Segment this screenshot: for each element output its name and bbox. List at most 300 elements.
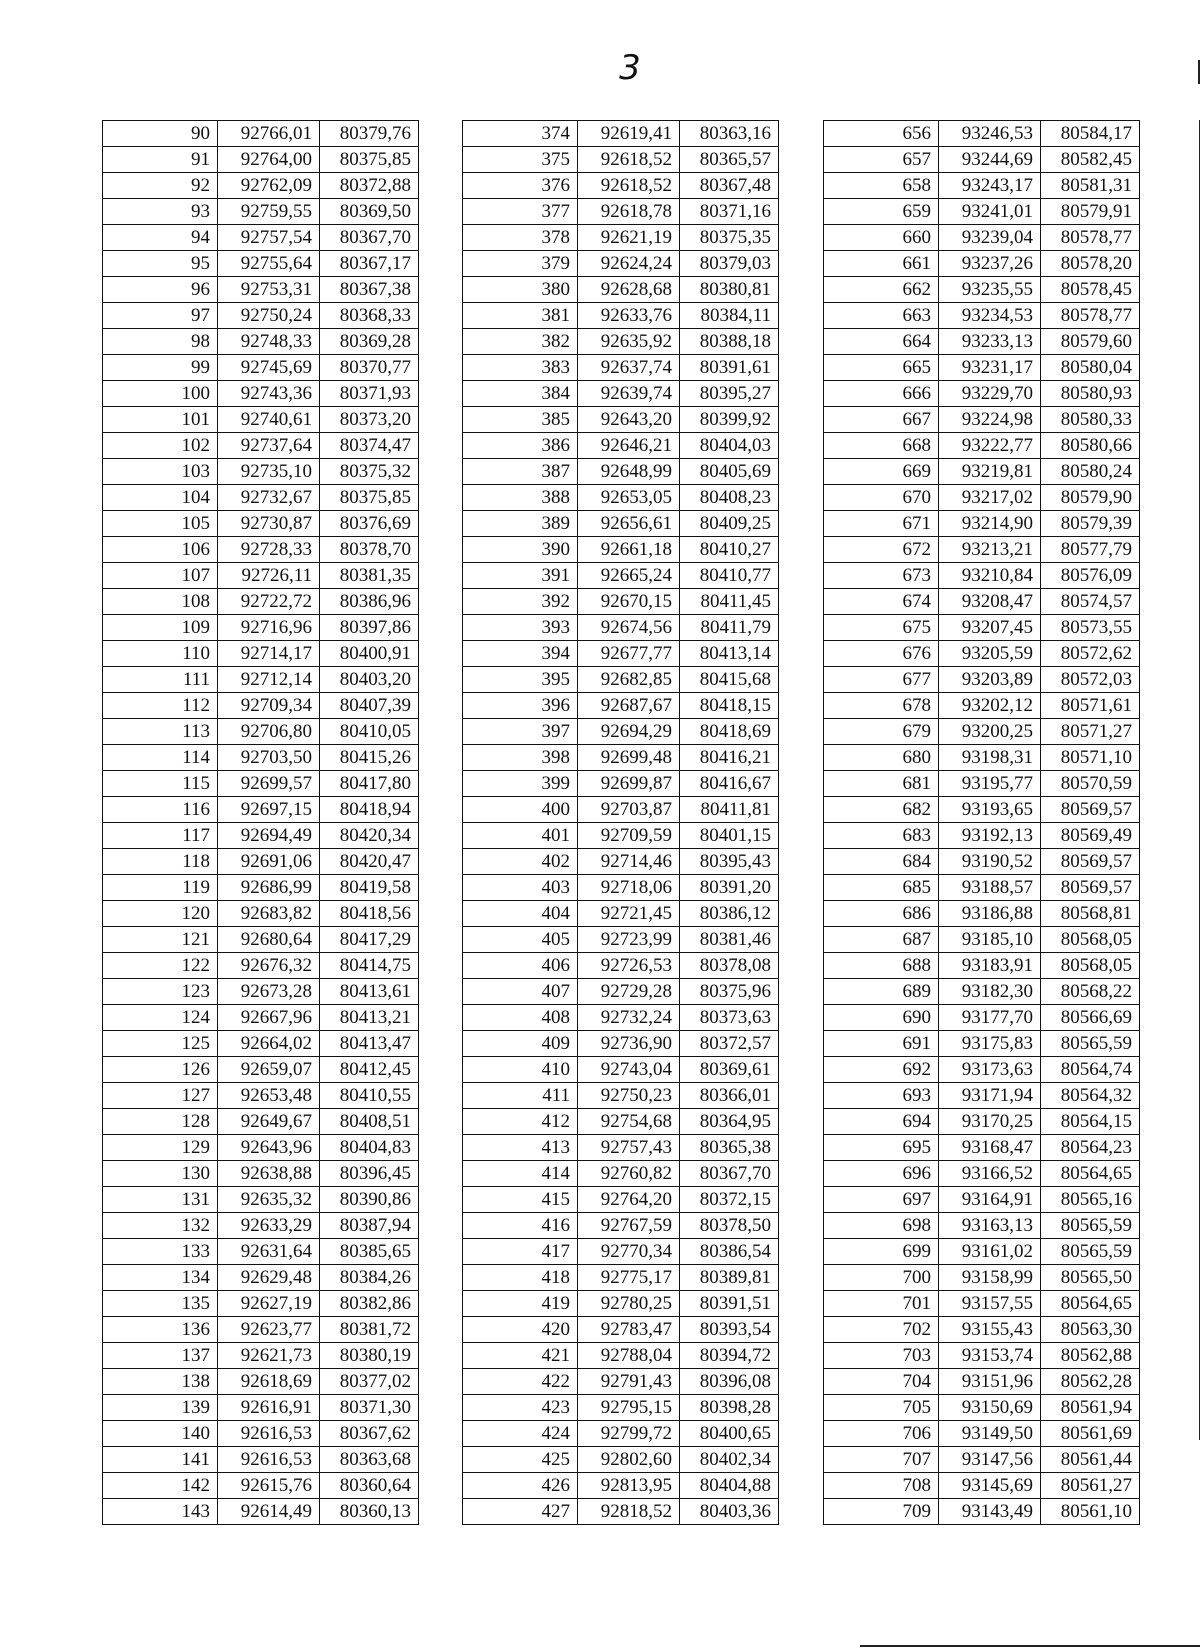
x-coordinate-cell: 93233,13 bbox=[939, 329, 1041, 355]
table-row bbox=[824, 329, 1140, 355]
table-row bbox=[103, 797, 419, 823]
point-number-cell: 374 bbox=[463, 121, 578, 147]
x-coordinate-cell: 92714,46 bbox=[578, 849, 680, 875]
x-coordinate-cell: 92726,53 bbox=[578, 953, 680, 979]
y-coordinate-cell: 80400,91 bbox=[320, 641, 419, 667]
point-number-cell: 699 bbox=[824, 1239, 939, 1265]
point-number-cell: 401 bbox=[463, 823, 578, 849]
x-coordinate-cell: 92674,56 bbox=[578, 615, 680, 641]
table-row bbox=[103, 1213, 419, 1239]
x-coordinate-cell: 92783,47 bbox=[578, 1317, 680, 1343]
y-coordinate-cell: 80565,59 bbox=[1041, 1239, 1140, 1265]
x-coordinate-cell: 93203,89 bbox=[939, 667, 1041, 693]
table-row bbox=[824, 459, 1140, 485]
x-coordinate-cell: 93202,12 bbox=[939, 693, 1041, 719]
point-number-cell: 658 bbox=[824, 173, 939, 199]
x-coordinate-cell: 93151,96 bbox=[939, 1369, 1041, 1395]
y-coordinate-cell: 80398,28 bbox=[680, 1395, 779, 1421]
table-row bbox=[463, 1395, 779, 1421]
y-coordinate-cell: 80571,10 bbox=[1041, 745, 1140, 771]
x-coordinate-cell: 92721,45 bbox=[578, 901, 680, 927]
point-number-cell: 137 bbox=[103, 1343, 218, 1369]
x-coordinate-cell: 93164,91 bbox=[939, 1187, 1041, 1213]
table-row bbox=[463, 303, 779, 329]
y-coordinate-cell: 80386,12 bbox=[680, 901, 779, 927]
x-coordinate-cell: 92743,04 bbox=[578, 1057, 680, 1083]
table-row bbox=[824, 1187, 1140, 1213]
y-coordinate-cell: 80381,46 bbox=[680, 927, 779, 953]
x-coordinate-cell: 92667,96 bbox=[218, 1005, 320, 1031]
y-coordinate-cell: 80411,45 bbox=[680, 589, 779, 615]
x-coordinate-cell: 93150,69 bbox=[939, 1395, 1041, 1421]
y-coordinate-cell: 80580,24 bbox=[1041, 459, 1140, 485]
x-coordinate-cell: 93193,65 bbox=[939, 797, 1041, 823]
table-row bbox=[463, 1239, 779, 1265]
point-number-cell: 692 bbox=[824, 1057, 939, 1083]
table-row bbox=[103, 771, 419, 797]
point-number-cell: 411 bbox=[463, 1083, 578, 1109]
table-row bbox=[463, 927, 779, 953]
point-number-cell: 418 bbox=[463, 1265, 578, 1291]
table-row bbox=[463, 199, 779, 225]
table-row bbox=[824, 1057, 1140, 1083]
table-row bbox=[103, 1161, 419, 1187]
table-row bbox=[463, 1291, 779, 1317]
x-coordinate-cell: 93213,21 bbox=[939, 537, 1041, 563]
y-coordinate-cell: 80408,51 bbox=[320, 1109, 419, 1135]
table-row bbox=[463, 459, 779, 485]
point-number-cell: 93 bbox=[103, 199, 218, 225]
y-coordinate-cell: 80410,55 bbox=[320, 1083, 419, 1109]
y-coordinate-cell: 80564,23 bbox=[1041, 1135, 1140, 1161]
point-number-cell: 384 bbox=[463, 381, 578, 407]
point-number-cell: 705 bbox=[824, 1395, 939, 1421]
coordinate-table-1 bbox=[102, 120, 419, 1525]
y-coordinate-cell: 80413,14 bbox=[680, 641, 779, 667]
table-row bbox=[824, 1343, 1140, 1369]
table-row bbox=[463, 433, 779, 459]
point-number-cell: 680 bbox=[824, 745, 939, 771]
point-number-cell: 124 bbox=[103, 1005, 218, 1031]
x-coordinate-cell: 93170,25 bbox=[939, 1109, 1041, 1135]
point-number-cell: 709 bbox=[824, 1499, 939, 1525]
x-coordinate-cell: 92750,23 bbox=[578, 1083, 680, 1109]
y-coordinate-cell: 80565,59 bbox=[1041, 1213, 1140, 1239]
x-coordinate-cell: 93175,83 bbox=[939, 1031, 1041, 1057]
y-coordinate-cell: 80415,26 bbox=[320, 745, 419, 771]
table-row bbox=[463, 563, 779, 589]
point-number-cell: 90 bbox=[103, 121, 218, 147]
table-row bbox=[824, 615, 1140, 641]
table-row bbox=[824, 355, 1140, 381]
point-number-cell: 376 bbox=[463, 173, 578, 199]
y-coordinate-cell: 80565,59 bbox=[1041, 1031, 1140, 1057]
y-coordinate-cell: 80386,54 bbox=[680, 1239, 779, 1265]
x-coordinate-cell: 93149,50 bbox=[939, 1421, 1041, 1447]
point-number-cell: 661 bbox=[824, 251, 939, 277]
y-coordinate-cell: 80412,45 bbox=[320, 1057, 419, 1083]
table-row bbox=[824, 719, 1140, 745]
y-coordinate-cell: 80371,30 bbox=[320, 1395, 419, 1421]
y-coordinate-cell: 80581,31 bbox=[1041, 173, 1140, 199]
x-coordinate-cell: 92745,69 bbox=[218, 355, 320, 381]
point-number-cell: 120 bbox=[103, 901, 218, 927]
table-row bbox=[824, 1447, 1140, 1473]
table-row bbox=[824, 849, 1140, 875]
y-coordinate-cell: 80418,69 bbox=[680, 719, 779, 745]
y-coordinate-cell: 80562,88 bbox=[1041, 1343, 1140, 1369]
y-coordinate-cell: 80569,49 bbox=[1041, 823, 1140, 849]
y-coordinate-cell: 80414,75 bbox=[320, 953, 419, 979]
x-coordinate-cell: 92624,24 bbox=[578, 251, 680, 277]
y-coordinate-cell: 80419,58 bbox=[320, 875, 419, 901]
y-coordinate-cell: 80378,08 bbox=[680, 953, 779, 979]
table-row bbox=[103, 407, 419, 433]
table-row bbox=[463, 485, 779, 511]
table-row bbox=[103, 355, 419, 381]
x-coordinate-cell: 92743,36 bbox=[218, 381, 320, 407]
y-coordinate-cell: 80578,77 bbox=[1041, 225, 1140, 251]
y-coordinate-cell: 80415,68 bbox=[680, 667, 779, 693]
table-row bbox=[824, 1083, 1140, 1109]
y-coordinate-cell: 80390,86 bbox=[320, 1187, 419, 1213]
point-number-cell: 408 bbox=[463, 1005, 578, 1031]
point-number-cell: 701 bbox=[824, 1291, 939, 1317]
y-coordinate-cell: 80561,27 bbox=[1041, 1473, 1140, 1499]
y-coordinate-cell: 80577,79 bbox=[1041, 537, 1140, 563]
y-coordinate-cell: 80364,95 bbox=[680, 1109, 779, 1135]
table-row bbox=[824, 1109, 1140, 1135]
table-row bbox=[463, 901, 779, 927]
point-number-cell: 668 bbox=[824, 433, 939, 459]
table-row bbox=[824, 1161, 1140, 1187]
y-coordinate-cell: 80416,67 bbox=[680, 771, 779, 797]
point-number-cell: 665 bbox=[824, 355, 939, 381]
x-coordinate-cell: 92750,24 bbox=[218, 303, 320, 329]
table-row bbox=[463, 589, 779, 615]
x-coordinate-cell: 92646,21 bbox=[578, 433, 680, 459]
y-coordinate-cell: 80375,85 bbox=[320, 485, 419, 511]
x-coordinate-cell: 93177,70 bbox=[939, 1005, 1041, 1031]
x-coordinate-cell: 93188,57 bbox=[939, 875, 1041, 901]
y-coordinate-cell: 80573,55 bbox=[1041, 615, 1140, 641]
point-number-cell: 707 bbox=[824, 1447, 939, 1473]
point-number-cell: 106 bbox=[103, 537, 218, 563]
y-coordinate-cell: 80378,50 bbox=[680, 1213, 779, 1239]
point-number-cell: 382 bbox=[463, 329, 578, 355]
table-row bbox=[103, 251, 419, 277]
x-coordinate-cell: 92631,64 bbox=[218, 1239, 320, 1265]
x-coordinate-cell: 93217,02 bbox=[939, 485, 1041, 511]
x-coordinate-cell: 93158,99 bbox=[939, 1265, 1041, 1291]
y-coordinate-cell: 80370,77 bbox=[320, 355, 419, 381]
x-coordinate-cell: 93237,26 bbox=[939, 251, 1041, 277]
point-number-cell: 671 bbox=[824, 511, 939, 537]
table-row bbox=[103, 277, 419, 303]
x-coordinate-cell: 92764,20 bbox=[578, 1187, 680, 1213]
x-coordinate-cell: 92659,07 bbox=[218, 1057, 320, 1083]
x-coordinate-cell: 92762,09 bbox=[218, 173, 320, 199]
table-row bbox=[463, 147, 779, 173]
x-coordinate-cell: 92664,02 bbox=[218, 1031, 320, 1057]
y-coordinate-cell: 80564,32 bbox=[1041, 1083, 1140, 1109]
table-row bbox=[463, 1109, 779, 1135]
point-number-cell: 397 bbox=[463, 719, 578, 745]
x-coordinate-cell: 92813,95 bbox=[578, 1473, 680, 1499]
point-number-cell: 427 bbox=[463, 1499, 578, 1525]
y-coordinate-cell: 80367,70 bbox=[320, 225, 419, 251]
point-number-cell: 138 bbox=[103, 1369, 218, 1395]
y-coordinate-cell: 80378,70 bbox=[320, 537, 419, 563]
point-number-cell: 398 bbox=[463, 745, 578, 771]
x-coordinate-cell: 92718,06 bbox=[578, 875, 680, 901]
table-row bbox=[824, 1317, 1140, 1343]
table-row bbox=[463, 953, 779, 979]
x-coordinate-cell: 93246,53 bbox=[939, 121, 1041, 147]
point-number-cell: 112 bbox=[103, 693, 218, 719]
table-row bbox=[103, 1473, 419, 1499]
point-number-cell: 404 bbox=[463, 901, 578, 927]
point-number-cell: 689 bbox=[824, 979, 939, 1005]
y-coordinate-cell: 80385,65 bbox=[320, 1239, 419, 1265]
table-row bbox=[824, 693, 1140, 719]
x-coordinate-cell: 92699,57 bbox=[218, 771, 320, 797]
y-coordinate-cell: 80375,85 bbox=[320, 147, 419, 173]
point-number-cell: 117 bbox=[103, 823, 218, 849]
x-coordinate-cell: 92616,91 bbox=[218, 1395, 320, 1421]
x-coordinate-cell: 93234,53 bbox=[939, 303, 1041, 329]
table-row bbox=[103, 1135, 419, 1161]
y-coordinate-cell: 80418,15 bbox=[680, 693, 779, 719]
table-row bbox=[824, 1421, 1140, 1447]
y-coordinate-cell: 80379,76 bbox=[320, 121, 419, 147]
x-coordinate-cell: 92621,19 bbox=[578, 225, 680, 251]
point-number-cell: 388 bbox=[463, 485, 578, 511]
table-row bbox=[463, 745, 779, 771]
y-coordinate-cell: 80413,21 bbox=[320, 1005, 419, 1031]
y-coordinate-cell: 80375,32 bbox=[320, 459, 419, 485]
point-number-cell: 142 bbox=[103, 1473, 218, 1499]
point-number-cell: 134 bbox=[103, 1265, 218, 1291]
x-coordinate-cell: 93190,52 bbox=[939, 849, 1041, 875]
x-coordinate-cell: 93241,01 bbox=[939, 199, 1041, 225]
y-coordinate-cell: 80369,50 bbox=[320, 199, 419, 225]
x-coordinate-cell: 92699,48 bbox=[578, 745, 680, 771]
y-coordinate-cell: 80381,35 bbox=[320, 563, 419, 589]
x-coordinate-cell: 93163,13 bbox=[939, 1213, 1041, 1239]
point-number-cell: 421 bbox=[463, 1343, 578, 1369]
x-coordinate-cell: 93207,45 bbox=[939, 615, 1041, 641]
point-number-cell: 690 bbox=[824, 1005, 939, 1031]
x-coordinate-cell: 93195,77 bbox=[939, 771, 1041, 797]
point-number-cell: 702 bbox=[824, 1317, 939, 1343]
x-coordinate-cell: 93143,49 bbox=[939, 1499, 1041, 1525]
point-number-cell: 697 bbox=[824, 1187, 939, 1213]
point-number-cell: 385 bbox=[463, 407, 578, 433]
table-row bbox=[103, 1265, 419, 1291]
table-row bbox=[103, 433, 419, 459]
y-coordinate-cell: 80578,77 bbox=[1041, 303, 1140, 329]
x-coordinate-cell: 92618,78 bbox=[578, 199, 680, 225]
point-number-cell: 657 bbox=[824, 147, 939, 173]
x-coordinate-cell: 92732,67 bbox=[218, 485, 320, 511]
x-coordinate-cell: 93214,90 bbox=[939, 511, 1041, 537]
x-coordinate-cell: 92638,88 bbox=[218, 1161, 320, 1187]
x-coordinate-cell: 92615,76 bbox=[218, 1473, 320, 1499]
point-number-cell: 399 bbox=[463, 771, 578, 797]
table-row bbox=[463, 407, 779, 433]
y-coordinate-cell: 80564,15 bbox=[1041, 1109, 1140, 1135]
y-coordinate-cell: 80574,57 bbox=[1041, 589, 1140, 615]
y-coordinate-cell: 80571,61 bbox=[1041, 693, 1140, 719]
y-coordinate-cell: 80582,45 bbox=[1041, 147, 1140, 173]
y-coordinate-cell: 80396,08 bbox=[680, 1369, 779, 1395]
y-coordinate-cell: 80566,69 bbox=[1041, 1005, 1140, 1031]
point-number-cell: 99 bbox=[103, 355, 218, 381]
x-coordinate-cell: 92694,29 bbox=[578, 719, 680, 745]
x-coordinate-cell: 93244,69 bbox=[939, 147, 1041, 173]
point-number-cell: 393 bbox=[463, 615, 578, 641]
x-coordinate-cell: 92730,87 bbox=[218, 511, 320, 537]
table-row bbox=[463, 355, 779, 381]
x-coordinate-cell: 92661,18 bbox=[578, 537, 680, 563]
table-row bbox=[103, 1343, 419, 1369]
point-number-cell: 412 bbox=[463, 1109, 578, 1135]
point-number-cell: 118 bbox=[103, 849, 218, 875]
y-coordinate-cell: 80384,26 bbox=[320, 1265, 419, 1291]
table-row bbox=[463, 121, 779, 147]
y-coordinate-cell: 80572,62 bbox=[1041, 641, 1140, 667]
point-number-cell: 108 bbox=[103, 589, 218, 615]
y-coordinate-cell: 80569,57 bbox=[1041, 849, 1140, 875]
point-number-cell: 425 bbox=[463, 1447, 578, 1473]
x-coordinate-cell: 92635,92 bbox=[578, 329, 680, 355]
x-coordinate-cell: 92755,64 bbox=[218, 251, 320, 277]
x-coordinate-cell: 92759,55 bbox=[218, 199, 320, 225]
table-row bbox=[103, 1239, 419, 1265]
point-number-cell: 94 bbox=[103, 225, 218, 251]
point-number-cell: 669 bbox=[824, 459, 939, 485]
point-number-cell: 419 bbox=[463, 1291, 578, 1317]
y-coordinate-cell: 80578,20 bbox=[1041, 251, 1140, 277]
point-number-cell: 416 bbox=[463, 1213, 578, 1239]
table-row bbox=[463, 1473, 779, 1499]
x-coordinate-cell: 93235,55 bbox=[939, 277, 1041, 303]
point-number-cell: 677 bbox=[824, 667, 939, 693]
point-number-cell: 129 bbox=[103, 1135, 218, 1161]
table-row bbox=[103, 901, 419, 927]
table-row bbox=[463, 1005, 779, 1031]
y-coordinate-cell: 80384,11 bbox=[680, 303, 779, 329]
y-coordinate-cell: 80568,22 bbox=[1041, 979, 1140, 1005]
y-coordinate-cell: 80579,91 bbox=[1041, 199, 1140, 225]
y-coordinate-cell: 80360,64 bbox=[320, 1473, 419, 1499]
point-number-cell: 410 bbox=[463, 1057, 578, 1083]
point-number-cell: 693 bbox=[824, 1083, 939, 1109]
table-row bbox=[463, 1317, 779, 1343]
y-coordinate-cell: 80368,33 bbox=[320, 303, 419, 329]
x-coordinate-cell: 92802,60 bbox=[578, 1447, 680, 1473]
point-number-cell: 377 bbox=[463, 199, 578, 225]
table-row bbox=[463, 173, 779, 199]
x-coordinate-cell: 93166,52 bbox=[939, 1161, 1041, 1187]
x-coordinate-cell: 92616,53 bbox=[218, 1447, 320, 1473]
x-coordinate-cell: 92616,53 bbox=[218, 1421, 320, 1447]
point-number-cell: 109 bbox=[103, 615, 218, 641]
point-number-cell: 115 bbox=[103, 771, 218, 797]
point-number-cell: 664 bbox=[824, 329, 939, 355]
y-coordinate-cell: 80564,65 bbox=[1041, 1291, 1140, 1317]
table-row bbox=[463, 511, 779, 537]
y-coordinate-cell: 80580,93 bbox=[1041, 381, 1140, 407]
table-row bbox=[103, 1317, 419, 1343]
table-row bbox=[824, 667, 1140, 693]
y-coordinate-cell: 80387,94 bbox=[320, 1213, 419, 1239]
table-row bbox=[463, 849, 779, 875]
table-row bbox=[103, 979, 419, 1005]
table-row bbox=[103, 589, 419, 615]
point-number-cell: 420 bbox=[463, 1317, 578, 1343]
y-coordinate-cell: 80410,05 bbox=[320, 719, 419, 745]
y-coordinate-cell: 80413,61 bbox=[320, 979, 419, 1005]
table-row bbox=[103, 1369, 419, 1395]
table-row bbox=[463, 1265, 779, 1291]
table-row bbox=[103, 849, 419, 875]
x-coordinate-cell: 93239,04 bbox=[939, 225, 1041, 251]
y-coordinate-cell: 80367,70 bbox=[680, 1161, 779, 1187]
table-row bbox=[103, 1005, 419, 1031]
point-number-cell: 414 bbox=[463, 1161, 578, 1187]
table-row bbox=[103, 667, 419, 693]
x-coordinate-cell: 93155,43 bbox=[939, 1317, 1041, 1343]
point-number-cell: 698 bbox=[824, 1213, 939, 1239]
table-row bbox=[103, 563, 419, 589]
x-coordinate-cell: 92635,32 bbox=[218, 1187, 320, 1213]
point-number-cell: 695 bbox=[824, 1135, 939, 1161]
table-row bbox=[824, 1005, 1140, 1031]
point-number-cell: 700 bbox=[824, 1265, 939, 1291]
table-row bbox=[824, 901, 1140, 927]
y-coordinate-cell: 80410,77 bbox=[680, 563, 779, 589]
table-row bbox=[824, 1291, 1140, 1317]
x-coordinate-cell: 93157,55 bbox=[939, 1291, 1041, 1317]
table-row bbox=[463, 979, 779, 1005]
point-number-cell: 375 bbox=[463, 147, 578, 173]
table-row bbox=[824, 303, 1140, 329]
point-number-cell: 706 bbox=[824, 1421, 939, 1447]
point-number-cell: 121 bbox=[103, 927, 218, 953]
point-number-cell: 119 bbox=[103, 875, 218, 901]
point-number-cell: 402 bbox=[463, 849, 578, 875]
x-coordinate-cell: 92780,25 bbox=[578, 1291, 680, 1317]
x-coordinate-cell: 93210,84 bbox=[939, 563, 1041, 589]
x-coordinate-cell: 92633,76 bbox=[578, 303, 680, 329]
x-coordinate-cell: 93182,30 bbox=[939, 979, 1041, 1005]
x-coordinate-cell: 92757,54 bbox=[218, 225, 320, 251]
x-coordinate-cell: 92697,15 bbox=[218, 797, 320, 823]
x-coordinate-cell: 92643,96 bbox=[218, 1135, 320, 1161]
x-coordinate-cell: 92726,11 bbox=[218, 563, 320, 589]
x-coordinate-cell: 92770,34 bbox=[578, 1239, 680, 1265]
y-coordinate-cell: 80402,34 bbox=[680, 1447, 779, 1473]
y-coordinate-cell: 80391,20 bbox=[680, 875, 779, 901]
x-coordinate-cell: 92723,99 bbox=[578, 927, 680, 953]
x-coordinate-cell: 92682,85 bbox=[578, 667, 680, 693]
x-coordinate-cell: 93229,70 bbox=[939, 381, 1041, 407]
coordinate-table-2 bbox=[462, 120, 779, 1525]
y-coordinate-cell: 80578,45 bbox=[1041, 277, 1140, 303]
x-coordinate-cell: 92799,72 bbox=[578, 1421, 680, 1447]
